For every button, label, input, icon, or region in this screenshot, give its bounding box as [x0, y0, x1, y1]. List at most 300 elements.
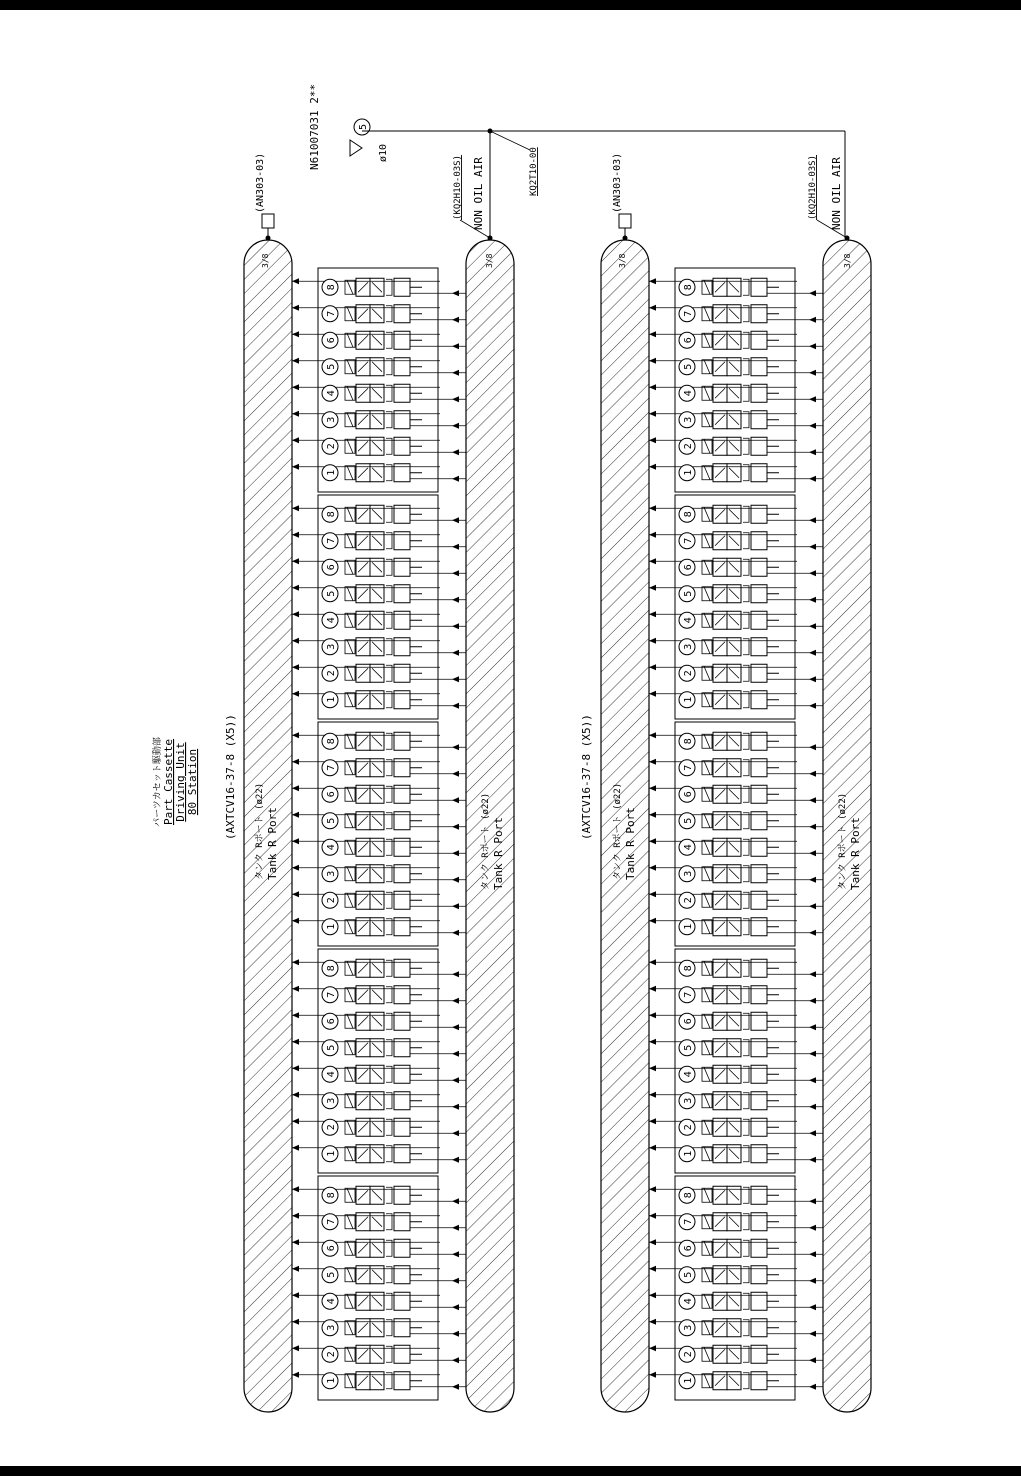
flow-arrow: [809, 1198, 816, 1204]
flow-arrow: [452, 1304, 459, 1310]
title-line2: Driving Unit: [174, 742, 187, 822]
valve-block: [649, 949, 823, 1173]
spring-return: [743, 892, 749, 908]
station-number: 4: [683, 617, 694, 624]
station-number: 2: [326, 1124, 337, 1131]
spring-return: [386, 987, 392, 1003]
valve-block-frame: [318, 268, 438, 492]
group-2-upper-port-jp: タンク Rポート (ø22): [613, 782, 623, 880]
flow-arrow: [809, 1304, 816, 1310]
flow-arrow: [649, 1319, 656, 1325]
flow-arrow: [292, 1039, 299, 1045]
station-number: 6: [683, 791, 694, 798]
flow-arrow: [809, 930, 816, 936]
flow-arrow: [809, 1051, 816, 1057]
station-number: 4: [683, 1298, 694, 1305]
station-number: 8: [683, 284, 694, 291]
flow-arrow: [809, 1278, 816, 1284]
station-number: 4: [326, 1071, 337, 1078]
group-2-lower-port-jp: タンク Rポート (ø22): [838, 792, 848, 890]
station-number: 3: [326, 1324, 337, 1331]
station-number: 5: [326, 817, 337, 824]
flow-arrow: [809, 476, 816, 482]
flow-arrow: [452, 797, 459, 803]
flow-arrow: [292, 384, 299, 390]
station-number: 8: [683, 1192, 694, 1199]
flow-arrow: [809, 317, 816, 323]
station-number: 3: [683, 643, 694, 650]
valve-block-frame: [675, 949, 795, 1173]
station-number: 1: [683, 1150, 694, 1157]
flow-arrow: [649, 611, 656, 617]
flow-arrow: [292, 464, 299, 470]
flow-arrow: [649, 305, 656, 311]
group-1-upper-port-jp: タンク Rポート (ø22): [255, 782, 265, 880]
flow-arrow: [809, 343, 816, 349]
flow-arrow: [292, 1118, 299, 1124]
flow-arrow: [292, 918, 299, 924]
station-number: 2: [326, 443, 337, 450]
air-supply: [308, 84, 845, 238]
flow-arrow: [452, 998, 459, 1004]
flow-arrow: [649, 891, 656, 897]
flow-arrow: [452, 623, 459, 629]
station-number: 3: [683, 1097, 694, 1104]
flow-arrow: [452, 1384, 459, 1390]
station-number: 1: [326, 1377, 337, 1384]
flow-arrow: [292, 278, 299, 284]
valve-block-frame: [675, 1176, 795, 1400]
flow-arrow: [649, 505, 656, 511]
flow-arrow: [292, 331, 299, 337]
station-number: 5: [683, 1044, 694, 1051]
flow-arrow: [452, 597, 459, 603]
flow-arrow: [452, 824, 459, 830]
flow-arrow: [292, 1145, 299, 1151]
station-number: 7: [683, 991, 694, 998]
flow-arrow: [292, 1239, 299, 1245]
manifold-group-1: [244, 214, 514, 1412]
station-number: 2: [683, 897, 694, 904]
flow-arrow: [452, 1157, 459, 1163]
station-number: 7: [683, 1218, 694, 1225]
spring-return: [386, 760, 392, 776]
group-2-exhaust-port-size: 3/8: [618, 253, 627, 268]
flow-arrow: [809, 1225, 816, 1231]
flow-arrow: [292, 1213, 299, 1219]
spring-return: [386, 892, 392, 908]
group-2-air-label: NON OIL AIR: [830, 157, 843, 230]
spring-return: [386, 813, 392, 829]
flow-arrow: [452, 517, 459, 523]
spring-return: [743, 586, 749, 602]
spring-return: [386, 839, 392, 855]
flow-arrow: [809, 771, 816, 777]
station-number: 4: [683, 844, 694, 851]
flow-arrow: [809, 623, 816, 629]
group-2-upper-port-en: Tank R Port: [624, 807, 637, 880]
flow-arrow: [452, 877, 459, 883]
flow-arrow: [292, 411, 299, 417]
flow-arrow: [809, 824, 816, 830]
station-number: 5: [683, 817, 694, 824]
flow-arrow: [292, 1092, 299, 1098]
flow-arrow: [292, 1292, 299, 1298]
title-line3: 80 Station: [186, 748, 199, 816]
flow-arrow: [292, 305, 299, 311]
spring-return: [743, 760, 749, 776]
flow-arrow: [809, 903, 816, 909]
station-number: 4: [683, 1071, 694, 1078]
spring-return: [743, 839, 749, 855]
group-1-inlet-fitting: (KQ2H10-03S): [453, 154, 463, 220]
station-number: 4: [326, 390, 337, 397]
valve-block-frame: [318, 722, 438, 946]
spring-return: [743, 1013, 749, 1029]
flow-arrow: [292, 891, 299, 897]
station-number: 1: [326, 469, 337, 476]
flow-arrow: [649, 558, 656, 564]
flow-arrow: [809, 290, 816, 296]
flow-arrow: [452, 971, 459, 977]
flow-arrow: [649, 865, 656, 871]
flow-arrow: [649, 1213, 656, 1219]
spring-return: [386, 1013, 392, 1029]
flow-arrow: [292, 865, 299, 871]
station-number: 2: [683, 670, 694, 677]
manifold-groups: [244, 214, 871, 1412]
flow-arrow: [809, 877, 816, 883]
supply-balloon-number: 5: [358, 123, 369, 131]
flow-arrow: [809, 1104, 816, 1110]
flow-arrow: [809, 1331, 816, 1337]
station-number: 2: [326, 670, 337, 677]
spring-return: [386, 919, 392, 935]
station-number: 1: [326, 696, 337, 703]
flow-arrow: [452, 544, 459, 550]
flow-arrow: [292, 664, 299, 670]
flow-arrow: [809, 1384, 816, 1390]
flow-arrow: [649, 585, 656, 591]
station-number: 3: [326, 643, 337, 650]
flow-arrow: [292, 986, 299, 992]
supply-diameter: ø10: [378, 143, 389, 162]
flow-arrow: [292, 585, 299, 591]
station-number: 3: [326, 870, 337, 877]
group-2-inlet-fitting: (KQ2H10-03S): [808, 154, 818, 220]
flow-arrow: [452, 1251, 459, 1257]
flow-arrow: [809, 1157, 816, 1163]
station-number: 7: [326, 310, 337, 317]
flow-arrow: [452, 771, 459, 777]
flow-arrow: [452, 570, 459, 576]
station-number: 4: [326, 617, 337, 624]
spring-return: [743, 612, 749, 628]
valve-block: [649, 1176, 823, 1400]
group-1-upper-port-en: Tank R Port: [266, 807, 279, 880]
supply-part-number: N61007031 2**: [308, 83, 321, 170]
flow-arrow: [809, 449, 816, 455]
flow-arrow: [809, 1077, 816, 1083]
station-number: 3: [326, 416, 337, 423]
station-number: 3: [683, 1324, 694, 1331]
flow-arrow: [649, 1118, 656, 1124]
spring-return: [743, 866, 749, 882]
valve-block-frame: [318, 1176, 438, 1400]
flow-arrow: [649, 1372, 656, 1378]
spring-return: [743, 960, 749, 976]
station-number: 8: [326, 1192, 337, 1199]
station-number: 3: [683, 870, 694, 877]
flow-arrow: [809, 797, 816, 803]
flow-arrow: [809, 396, 816, 402]
group-1-inlet-port-size: 3/8: [485, 253, 494, 268]
flow-arrow: [292, 838, 299, 844]
station-number: 5: [683, 590, 694, 597]
flow-arrow: [292, 638, 299, 644]
flow-arrow: [649, 918, 656, 924]
spring-return: [386, 665, 392, 681]
station-number: 7: [683, 764, 694, 771]
spring-return: [386, 733, 392, 749]
flow-arrow: [452, 1130, 459, 1136]
flow-arrow: [452, 449, 459, 455]
station-number: 1: [326, 923, 337, 930]
valve-block-frame: [675, 495, 795, 719]
station-number: 7: [326, 764, 337, 771]
spring-return: [386, 586, 392, 602]
spring-return: [743, 786, 749, 802]
station-number: 8: [683, 965, 694, 972]
flow-arrow: [292, 1372, 299, 1378]
spring-return: [743, 987, 749, 1003]
flow-arrow: [292, 1012, 299, 1018]
flow-arrow: [452, 290, 459, 296]
flow-arrow: [292, 1065, 299, 1071]
flow-arrow: [292, 358, 299, 364]
flow-arrow: [452, 476, 459, 482]
flow-arrow: [452, 930, 459, 936]
station-number: 6: [326, 337, 337, 344]
flow-arrow: [649, 732, 656, 738]
flow-arrow: [649, 358, 656, 364]
flow-arrow: [809, 650, 816, 656]
flow-arrow: [292, 691, 299, 697]
flow-arrow: [452, 370, 459, 376]
valve-block-frame: [675, 268, 795, 492]
station-number: 8: [326, 511, 337, 518]
flow-arrow: [649, 1292, 656, 1298]
flow-arrow: [649, 691, 656, 697]
station-number: 6: [683, 337, 694, 344]
flow-arrow: [292, 812, 299, 818]
station-number: 1: [683, 696, 694, 703]
tee-fitting-label: KQ2T10-00: [529, 147, 539, 196]
flow-arrow: [452, 744, 459, 750]
flow-arrow: [292, 1186, 299, 1192]
group-1-model: (AXTCV16-37-8 (X5)): [224, 714, 237, 840]
station-number: 5: [326, 590, 337, 597]
station-number: 4: [683, 390, 694, 397]
flow-arrow: [809, 1357, 816, 1363]
valve-block-frame: [675, 722, 795, 946]
station-number: 2: [326, 897, 337, 904]
flow-arrow: [292, 611, 299, 617]
flow-arrow: [809, 370, 816, 376]
flow-arrow: [649, 785, 656, 791]
flow-arrow: [649, 759, 656, 765]
flow-arrow: [649, 1145, 656, 1151]
flow-arrow: [649, 1039, 656, 1045]
spring-return: [386, 559, 392, 575]
spring-return: [743, 533, 749, 549]
flow-arrow: [292, 1319, 299, 1325]
title-line1: Part Cassette: [162, 738, 175, 826]
station-number: 5: [326, 1271, 337, 1278]
flow-arrow: [452, 396, 459, 402]
group-1-air-label: NON OIL AIR: [472, 157, 485, 230]
flow-arrow: [649, 278, 656, 284]
flow-arrow: [809, 998, 816, 1004]
station-number: 7: [326, 537, 337, 544]
group-2-inlet-port-size: 3/8: [843, 253, 852, 268]
flow-arrow: [809, 570, 816, 576]
station-number: 1: [326, 1150, 337, 1157]
station-number: 1: [683, 1377, 694, 1384]
group-1-exhaust-port-size: 3/8: [261, 253, 270, 268]
station-number: 6: [326, 1018, 337, 1025]
valve-block: [292, 949, 466, 1173]
flow-arrow: [649, 464, 656, 470]
supply-source-triangle: [350, 140, 362, 156]
flow-arrow: [452, 423, 459, 429]
valve-block: [649, 268, 823, 492]
group-1-lower-port-en: Tank R Port: [492, 817, 505, 890]
station-number: 6: [326, 791, 337, 798]
station-number: 3: [683, 416, 694, 423]
valve-block: [292, 722, 466, 946]
station-number: 2: [326, 1351, 337, 1358]
title-block: [151, 737, 199, 827]
flow-arrow: [649, 1012, 656, 1018]
group-2-cap-label: (AN303-03): [612, 152, 623, 213]
group-1-lower-port-jp: タンク Rポート (ø22): [481, 792, 491, 890]
flow-arrow: [649, 664, 656, 670]
flow-arrow: [452, 650, 459, 656]
spring-return: [386, 960, 392, 976]
title-jp: パーツカセット駆動部: [153, 737, 163, 827]
flow-arrow: [809, 703, 816, 709]
station-number: 5: [326, 363, 337, 370]
flow-arrow: [649, 1092, 656, 1098]
flow-arrow: [809, 1130, 816, 1136]
exhaust-cap-symbol: [619, 214, 631, 228]
station-number: 2: [683, 1124, 694, 1131]
flow-arrow: [452, 1198, 459, 1204]
flow-arrow: [809, 423, 816, 429]
flow-arrow: [809, 850, 816, 856]
station-number: 6: [683, 1018, 694, 1025]
flow-arrow: [649, 1186, 656, 1192]
group-2-lower-port-en: Tank R Port: [849, 817, 862, 890]
flow-arrow: [649, 1065, 656, 1071]
station-number: 8: [326, 965, 337, 972]
flow-arrow: [452, 1357, 459, 1363]
flow-arrow: [292, 437, 299, 443]
group-2-model: (AXTCV16-37-8 (X5)): [580, 714, 593, 840]
flow-arrow: [649, 638, 656, 644]
station-number: 7: [683, 310, 694, 317]
station-number: 5: [326, 1044, 337, 1051]
flow-arrow: [809, 1251, 816, 1257]
valve-block-frame: [318, 949, 438, 1173]
flow-arrow: [292, 505, 299, 511]
flow-arrow: [809, 676, 816, 682]
spring-return: [743, 665, 749, 681]
spring-return: [386, 866, 392, 882]
spring-return: [386, 786, 392, 802]
station-number: 8: [683, 511, 694, 518]
station-number: 4: [326, 1298, 337, 1305]
flow-arrow: [649, 1266, 656, 1272]
spring-return: [386, 533, 392, 549]
station-number: 5: [683, 1271, 694, 1278]
station-number: 7: [326, 1218, 337, 1225]
station-number: 7: [326, 991, 337, 998]
flow-arrow: [452, 676, 459, 682]
spring-return: [743, 692, 749, 708]
station-number: 6: [683, 564, 694, 571]
spring-return: [743, 639, 749, 655]
flow-arrow: [452, 1331, 459, 1337]
flow-arrow: [649, 384, 656, 390]
flow-arrow: [292, 732, 299, 738]
station-number: 7: [683, 537, 694, 544]
station-number: 6: [326, 564, 337, 571]
manifold-group-2: [601, 214, 871, 1412]
flow-arrow: [452, 1077, 459, 1083]
flow-arrow: [452, 1225, 459, 1231]
flow-arrow: [649, 411, 656, 417]
flow-arrow: [809, 971, 816, 977]
valve-block: [649, 722, 823, 946]
valve-block: [292, 1176, 466, 1400]
station-number: 3: [326, 1097, 337, 1104]
spring-return: [743, 559, 749, 575]
flow-arrow: [809, 517, 816, 523]
station-number: 2: [683, 1351, 694, 1358]
valve-block: [292, 495, 466, 719]
spring-return: [386, 692, 392, 708]
station-number: 8: [683, 738, 694, 745]
station-number: 8: [326, 284, 337, 291]
station-number: 2: [683, 443, 694, 450]
flow-arrow: [292, 1345, 299, 1351]
spring-return: [743, 919, 749, 935]
station-number: 6: [683, 1245, 694, 1252]
flow-arrow: [292, 759, 299, 765]
flow-arrow: [452, 850, 459, 856]
flow-arrow: [649, 331, 656, 337]
flow-arrow: [649, 1345, 656, 1351]
group-1-cap-label: (AN303-03): [255, 152, 266, 213]
flow-arrow: [452, 1104, 459, 1110]
station-number: 6: [326, 1245, 337, 1252]
flow-arrow: [452, 343, 459, 349]
spring-return: [386, 639, 392, 655]
station-number: 4: [326, 844, 337, 851]
flow-arrow: [292, 785, 299, 791]
